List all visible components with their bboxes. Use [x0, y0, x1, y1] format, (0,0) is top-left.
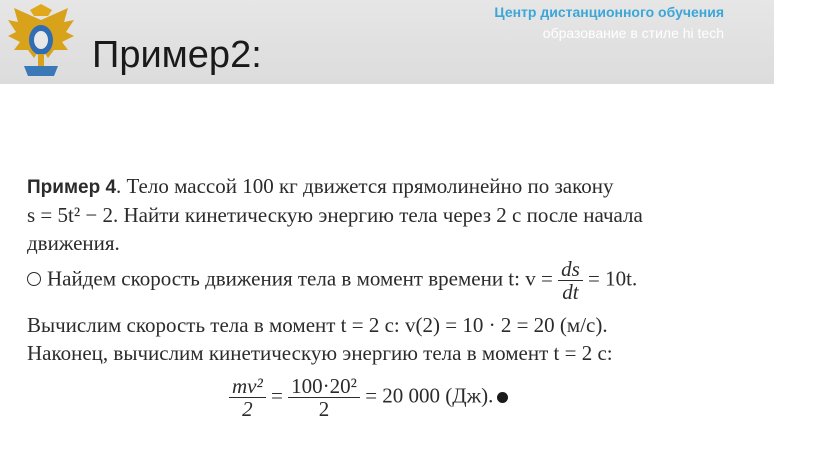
- equals-sign: =: [271, 383, 283, 408]
- example-line-2: s = 5t² − 2. Найти кинетическую энергию тела через 2 с после начала: [27, 203, 643, 227]
- end-marker-icon: [497, 392, 508, 403]
- calc-denominator: 2: [318, 397, 330, 422]
- energy-formula: [229, 375, 508, 420]
- brand-name: Центр дистанционного обучения: [494, 4, 724, 20]
- example-line-1-text: . Тело массой 100 кг движется прямолинейно по закону: [116, 174, 614, 198]
- solution-marker-icon: [27, 272, 41, 286]
- energy-fraction: [229, 375, 266, 420]
- energy-denominator: 2: [242, 397, 253, 422]
- calc-fraction: [288, 375, 360, 420]
- derivative-denominator: dt: [562, 280, 579, 305]
- example-line-5: Вычислим скорость тела в момент t = 2 с: v(2) = 10 · 2 = 20 (м/с).: [27, 313, 608, 337]
- example-line-6: Наконец, вычислим кинетическую энергию тела в момент t = 2 с:: [27, 341, 613, 365]
- solution-line: [27, 258, 637, 303]
- example-line-1: [27, 174, 613, 199]
- brand-tagline: образование в стиле hi tech: [542, 25, 724, 41]
- energy-numerator: mv²: [229, 375, 266, 398]
- derivative-result: = 10t.: [588, 266, 638, 291]
- emblem-icon: [4, 2, 78, 82]
- example-label: Пример 4: [27, 177, 117, 198]
- energy-result: = 20 000 (Дж).: [365, 383, 494, 408]
- calc-numerator: 100·20²: [288, 375, 360, 398]
- solution-text: Найдем скорость движения тела в момент времени t: v =: [47, 266, 553, 291]
- example-line-3: движения.: [27, 231, 120, 255]
- derivative-numerator: ds: [558, 258, 583, 281]
- slide-header: [0, 0, 774, 84]
- derivative-fraction: [558, 258, 583, 303]
- page-title: Пример2:: [92, 34, 262, 76]
